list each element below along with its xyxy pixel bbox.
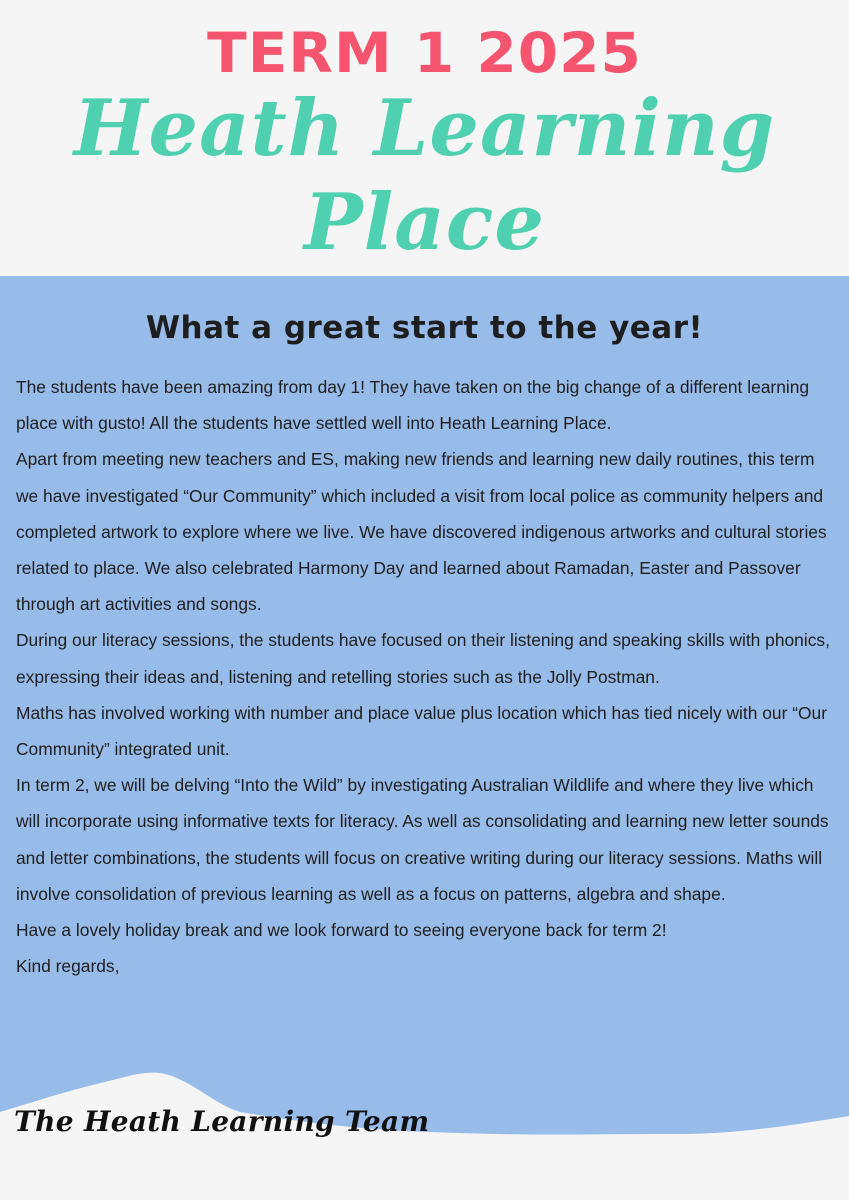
- newsletter-body: [16, 369, 836, 984]
- paragraph: During our literacy sessions, the students have focused on their listening and speaking skills with phonics, expressing their ideas and, listening and retelling stories such as the Jolly Postman.: [16, 630, 830, 687]
- paragraph: Apart from meeting new teachers and ES, making new friends and learning new daily routines, this term we have investigated “Our Community” which included a visit from local police as community helpers and completed artwork to explore where we live. We have discovered indigenous artworks and cultural stories related to place. We also celebrated Harmony Day and learned about Ramadan, Easter and Passover through art activities and songs.: [16, 449, 827, 615]
- section-heading: What a great start to the year!: [145, 310, 704, 346]
- paragraph: Have a lovely holiday break and we look forward to seeing everyone back for term 2!: [16, 920, 667, 941]
- paragraph: The students have been amazing from day 1! They have taken on the big change of a different learning place with gusto! All the students have settled well into Heath Learning Place.: [16, 377, 810, 434]
- school-title-line-2: Place: [304, 177, 545, 268]
- paragraph: Maths has involved working with number and place value plus location which has tied nicely with our “Our Community” integrated unit.: [16, 702, 828, 760]
- school-title: [0, 82, 849, 270]
- term-heading: TERM 1 2025: [207, 20, 642, 86]
- signature: The Heath Learning Team: [14, 1105, 430, 1138]
- closing-line: Kind regards,: [16, 956, 120, 977]
- school-title-line-1: Heath Learning: [73, 83, 776, 174]
- paragraph: In term 2, we will be delving “Into the Wild” by investigating Australian Wildlife and where they live which will incorporate using informative texts for literacy. As well as consolidating and learning new letter sounds and letter combinations, the students will focus on creative writing during our literacy sessions. Maths will involve consolidation of previous learning as well as a focus on patterns, algebra and shape.: [16, 775, 829, 904]
